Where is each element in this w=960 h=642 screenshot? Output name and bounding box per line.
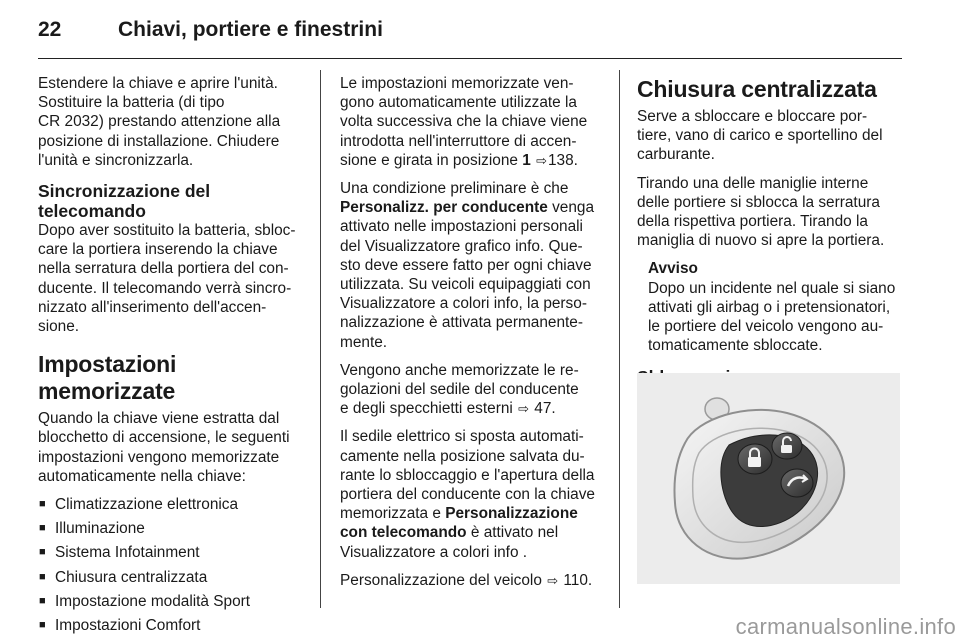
page-reference[interactable]: 138. <box>548 151 578 169</box>
personalization-ref-paragraph: Personalizzazione del veicolo ⇨ 110. <box>340 571 593 589</box>
page-ref-arrow-icon: ⇨ <box>518 401 529 417</box>
text-line: carburante. <box>637 146 715 164</box>
text-line: delle portiere si sblocca la serratura <box>637 193 880 211</box>
central-locking-heading: Chiusura centralizzata <box>637 76 877 102</box>
text-line: CR 2032) prestando attenzione alla <box>38 113 281 131</box>
menu-term: Personalizz. per conducente <box>340 199 548 217</box>
column-divider-2 <box>619 70 620 608</box>
text-line: portiera del conducente con la chiave <box>340 486 595 504</box>
list-item: ■ Impostazione modalità Sport <box>39 592 251 610</box>
text-line: tiere, vano di carico e sportellino del <box>637 127 883 145</box>
menu-term: con telecomando <box>340 524 467 542</box>
memo-list <box>38 495 314 635</box>
text-line: Una condizione preliminare è che <box>340 180 569 198</box>
text-line: Le impostazioni memorizzate ven- <box>340 75 574 92</box>
bullet-icon: ■ <box>39 619 46 632</box>
text-line: Sostituire la batteria (di tipo <box>38 94 225 112</box>
memo-paragraph <box>38 409 314 486</box>
page-ref-arrow-icon: ⇨ <box>536 152 547 168</box>
text-line: care la portiera inserendo la chiave <box>38 241 278 259</box>
text-line: attivati gli airbag o i pretensionatori, <box>648 298 891 316</box>
column-1 <box>38 74 314 640</box>
header-rule <box>38 58 902 59</box>
precondition-paragraph: Una condizione preliminare è che Personalizz. per conducente venga attivato nelle impostazioni personali del Visualizzatore grafico info. Que- sto deve essere fatto per ogni chiave utilizzata. Su veicoli equipaggiati con Visualizzatore a colori info, la perso- nalizzazione è attivata permanente- mente. <box>340 180 595 351</box>
bullet-icon: ■ <box>39 570 46 583</box>
text-line: volta successiva che la chiave viene <box>340 113 588 131</box>
bullet-icon: ■ <box>39 498 46 511</box>
notice-title: Avviso <box>648 260 698 278</box>
text-line: blocchetto di accensione, le seguenti <box>38 429 290 447</box>
text-line: mente. <box>340 333 388 351</box>
text-line: attivato nelle impostazioni personali <box>340 218 583 236</box>
door-handle-paragraph <box>637 174 905 251</box>
notice-box <box>648 259 905 355</box>
text-line: Quando la chiave viene estratta dal <box>38 410 280 428</box>
text-line: sione. <box>38 318 80 336</box>
page-reference[interactable]: 47. <box>534 400 556 418</box>
text-line: introdotta nell'interruttore di accen- <box>340 132 577 150</box>
text-line: posizione di installazione. Chiudere <box>38 132 280 150</box>
text-line: automaticamente nella chiave: <box>38 467 246 485</box>
column-3 <box>637 74 905 387</box>
memo-usage-paragraph: Le impostazioni memorizzate ven- gono automaticamente utilizzate la volta successiva che la chiave viene introdotta nell'interruttore di accen- sione e girata in posizione 1 ⇨138. <box>340 75 588 169</box>
seat-mirror-paragraph: Vengono anche memorizzate le re- golazioni del sedile del conducente e degli specchietti esterni ⇨ 47. <box>340 361 579 418</box>
text-line: impostazioni vengono memorizzate <box>38 448 280 466</box>
page-ref-arrow-icon: ⇨ <box>547 572 559 588</box>
text-line: golazioni del sedile del conducente <box>340 381 579 399</box>
bullet-icon: ■ <box>39 594 46 607</box>
list-item: ■ Climatizzazione elettronica <box>39 496 239 514</box>
text-line: tomaticamente sbloccate. <box>648 337 823 355</box>
text-line: Estendere la chiave e aprire l'unità. <box>38 75 278 92</box>
text-line: rante lo sbloccaggio e l'apertura della <box>340 466 595 484</box>
central-locking-paragraph <box>637 107 905 165</box>
text-line: Tirando una delle maniglie interne <box>637 174 869 192</box>
text-line: nalizzazione è attivata permanente- <box>340 314 583 332</box>
list-item: ■ Chiusura centralizzata <box>39 568 208 586</box>
column-2 <box>340 74 608 599</box>
page-reference[interactable]: 110. <box>563 571 593 589</box>
text-line: Visualizzatore a colori info . <box>340 543 528 561</box>
text-line: nella serratura della portiera del con- <box>38 260 289 278</box>
page-number: 22 <box>38 18 62 41</box>
sync-paragraph <box>38 221 314 336</box>
text-line: ducente. Il telecomando verrà sincro- <box>38 279 292 297</box>
text-line: Vengono anche memorizzate le re- <box>340 361 579 379</box>
list-item: ■ Illuminazione <box>39 520 145 538</box>
page-title: Chiavi, portiere e finestrini <box>118 18 383 41</box>
sync-heading: Sincronizzazione del telecomando <box>38 181 211 222</box>
text-line: Dopo aver sostituito la batteria, sbloc- <box>38 222 296 240</box>
list-item: ■ Sistema Infotainment <box>39 544 200 562</box>
battery-paragraph <box>38 74 314 170</box>
key-fob-icon <box>637 373 900 584</box>
notice-text <box>648 279 905 356</box>
watermark: carmanualsonline.info <box>735 614 956 639</box>
menu-term: Personalizzazione <box>445 505 578 523</box>
column-divider-1 <box>320 70 321 608</box>
text-line: gono automaticamente utilizzate la <box>340 94 577 112</box>
text-line: Il sedile elettrico si sposta automati- <box>340 428 584 446</box>
text-line: della rispettiva portiera. Tirando la <box>637 213 868 231</box>
bullet-icon: ■ <box>39 546 46 559</box>
text-line: l'unità e sincronizzarla. <box>38 151 194 169</box>
text-line: Dopo un incidente nel quale si siano <box>648 279 896 297</box>
text-line: maniglia di nuovo si apre la portiera. <box>637 232 885 250</box>
text-line: le portiere del veicolo vengono au- <box>648 318 884 336</box>
memo-heading: Impostazioni memorizzate <box>38 351 177 405</box>
list-item: ■ Impostazioni Comfort <box>39 617 201 635</box>
text-line: sto deve essere fatto per ogni chiave <box>340 256 592 274</box>
text-line: Visualizzatore a colori info, la perso- <box>340 295 587 313</box>
electric-seat-paragraph: Il sedile elettrico si sposta automati- camente nella posizione salvata du- rante lo sbloccaggio e l'apertura della portiera del conducente con la chiave memorizzata e Personalizzazione con telecomando è attivato nel Visualizzatore a colori info . <box>340 428 595 561</box>
text-line: nizzato all'inserimento dell'accen- <box>38 298 267 316</box>
key-fob-illustration <box>637 373 900 584</box>
text-line: camente nella posizione salvata du- <box>340 447 585 465</box>
text-line: Serve a sbloccare e bloccare por- <box>637 108 868 125</box>
text-line: utilizzata. Su veicoli equipaggiati con <box>340 276 591 294</box>
bullet-icon: ■ <box>39 522 46 535</box>
text-line: del Visualizzatore grafico info. Que- <box>340 237 583 255</box>
